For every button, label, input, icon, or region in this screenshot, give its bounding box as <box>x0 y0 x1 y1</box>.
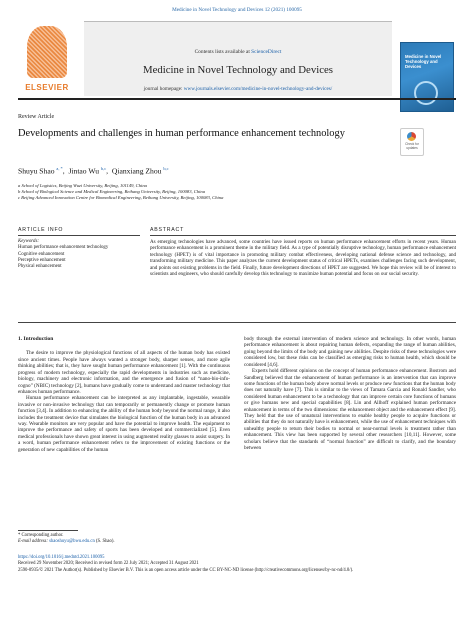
author-affiliation-marker[interactable]: b,c <box>163 166 169 171</box>
keyword-item: Physical enhancement <box>18 264 62 270</box>
check-updates-icon <box>407 132 416 141</box>
body-paragraph: Experts hold different opinions on the concept of human performance enhancement. Bostrom and Sandberg believed that the enhancement of human performance is an intervention that can improve some functions of the human body above normal levels or produce new functions that the human body does not naturally have [7]. This is similar to the views of Tamara Garcia and Ronald Sandler, who considered human enhancement to be a technology that can improve certain core functions of humans or give humans new and special capabilities [8]. Lin and Allhoff explained human performance enhancement in terms of the two dimensions: the enhancement object and the enhancement effect [9]. They held that the use of unnatural interventions to enable healthy people to acquire functions or abilities that they do not naturally have is enhancement, while the use of enhancement techniques with unhealthy people to return their bodies to normal or near-normal levels is treatment rather than enhancement. This view has been supported by several other researchers [10,11]. However, some scholars believe that the standards of “normal function” are difficult to clarify, and the boundary between <box>244 368 456 452</box>
affiliation-line: c Beijing Advanced Innovation Centre for Biomedical Engineering, Beihang University, Beijing, 100083, China <box>18 195 224 201</box>
email-link[interactable]: shaoshuyu@bwu.edu.cn <box>49 539 95 545</box>
keyword-item: Human performance enhancement technology <box>18 245 109 251</box>
email-label: E-mail address: <box>18 539 50 545</box>
article-type: Review Article <box>18 114 55 120</box>
corresponding-author-note: * Corresponding author. <box>18 533 64 538</box>
footnote-divider <box>18 530 78 531</box>
sciencedirect-link[interactable]: ScienceDirect <box>251 49 282 55</box>
affiliation-line: a School of Logistics, Beijing Wuzi University, Beijing, 101149, China <box>18 183 147 188</box>
affiliation-line: b School of Biological Science and Medical Engineering, Beihang University, Beijing, 100083, China <box>18 189 206 195</box>
author-name[interactable]: Qianxiang Zhou <box>111 166 162 176</box>
check-updates-label: Check for updates <box>405 142 419 150</box>
elsevier-tree-icon <box>27 26 67 78</box>
contents-prefix: Contents lists available at <box>194 49 252 55</box>
body-paragraph: body through the external intervention of modern science and technology. In other words, human performance enhancement is about repairing human defects, expanding the range of human abilities, going beyond the limits of the body and gaining new abilities. Despite risks of these technologies were considered low, but these risks can be classified as emerging risks to human health, which should be considered [4,6]. <box>244 336 456 368</box>
masthead-banner <box>84 21 392 96</box>
homepage-link[interactable]: www.journals.elsevier.com/medicine-in-novel-technology-and-devices/ <box>183 86 333 92</box>
abstract-divider <box>150 235 456 236</box>
body-column-left <box>18 336 230 453</box>
keyword-item: Perceptive enhancement <box>18 257 66 263</box>
email-suffix: (S. Shao). <box>94 539 115 545</box>
journal-homepage <box>84 86 392 92</box>
journal-title: Medicine in Novel Technology and Devices <box>142 64 334 76</box>
body-paragraph: Human performance enhancement can be interpreted as any implantable, ingestable, wearable invasive or non-invasive technology that can temporarily or permanently change or promote human function [3,4]. In addition to enhancing the ability of the human body beyond the normal range, it also includes the treatment device that simulates the biological function of the human body in an advanced way. Wearable monitors are very popular and have the potential to improve health. The equipment to improve the performance and safety of sports has been developed and commercialized [5]. Even medical professionals have shown great interest in using augmented reality glasses to assist surgery. In a word, human performance enhancement refers to the improvement of existing functions or the generation of new capabilities of the human <box>18 395 230 453</box>
license-statement: 2590-0935/© 2021 The Author(s). Published by Elsevier B.V. This is an open access article under the CC BY-NC-ND license (http://creativecommons.org/licenses/by-nc-nd/4.0/). <box>18 567 354 573</box>
keywords-label: Keywords: <box>18 239 40 244</box>
cover-ring-graphic <box>414 81 438 105</box>
article-info-heading: ARTICLE INFO <box>18 227 64 233</box>
homepage-prefix: journal homepage: <box>143 86 184 92</box>
author-affiliation-marker[interactable]: a, * <box>56 166 63 171</box>
keywords-block <box>18 239 140 270</box>
doi-link[interactable]: https://doi.org/10.1016/j.medntd.2021.100095 <box>18 555 105 560</box>
keyword-item: Cognitive enhancement <box>18 251 65 257</box>
abstract-heading: ABSTRACT <box>150 227 185 233</box>
body-paragraph: The desire to improve the physiological functions of all aspects of the human body has existed since ancient times. People have always wanted a stronger body, sharper senses, and more agile thinking abilities; that is, they have sought human performance enhancement [1]. With the continuous progress of modern technology, especially the rapid developments in industries such as medicine, biology, machinery and electronic information, and the emergence and fusion of “nano-bio-info-cogno” (NBIC) technology [2], humans have gradually come to understand and master technology that enhances human performance. <box>18 350 230 395</box>
affiliations <box>18 183 458 202</box>
elsevier-wordmark: ELSEVIER <box>25 83 69 92</box>
author-name[interactable]: Shuyu Shao <box>18 166 55 176</box>
masthead-divider <box>18 98 456 100</box>
section-heading-introduction: 1. Introduction <box>18 336 54 342</box>
body-column-right <box>244 336 456 452</box>
author-name[interactable]: Jintao Wu <box>68 166 100 176</box>
abstract-text: As emerging technologies have advanced, some countries have issued reports on human performance enhancement efforts in recent years. Human performance enhancement is a prominent theme in the military field. As a type of potentially disruptive technology, human performance enhancement technology (HPET) is of vital importance in promoting military combat effectiveness, developing national defense science and technology, and transforming military medicine. This paper analyzes the current development status of critical HPETs, examines challenges facing such development, and points out existing problems in the field. Finally, future development directions of HPET are suggested. We hope this review will be of interest to scientists and engineers, who should carefully develop this technology to maximize human potential and focus on our social security. <box>150 239 456 278</box>
running-head[interactable]: Medicine in Novel Technology and Devices 12 (2021) 100095 <box>172 7 302 13</box>
publication-metadata <box>18 555 456 574</box>
author-affiliation-marker[interactable]: b,c <box>100 166 107 171</box>
article-title: Developments and challenges in human performance enhancement technology <box>18 128 345 139</box>
check-for-updates-button[interactable] <box>400 128 424 156</box>
abstract-bottom-divider <box>18 322 456 323</box>
elsevier-logo[interactable] <box>18 26 76 92</box>
publication-history: Received 29 November 2020; Received in revised form 22 July 2021; Accepted 31 August 2021 <box>18 561 199 567</box>
article-info-divider <box>18 235 140 236</box>
email-line <box>18 539 458 545</box>
cover-title: Medicine in Novel Technology and Devices <box>405 54 442 69</box>
journal-cover-image[interactable] <box>400 42 454 112</box>
footnote <box>18 533 458 545</box>
contents-line <box>84 49 392 55</box>
author-list: Shuyu Shao $^{a, *}$, Jintao Wu $^{b,c}$, Qianxiang Zhou $^{b,c}$ <box>18 166 169 176</box>
